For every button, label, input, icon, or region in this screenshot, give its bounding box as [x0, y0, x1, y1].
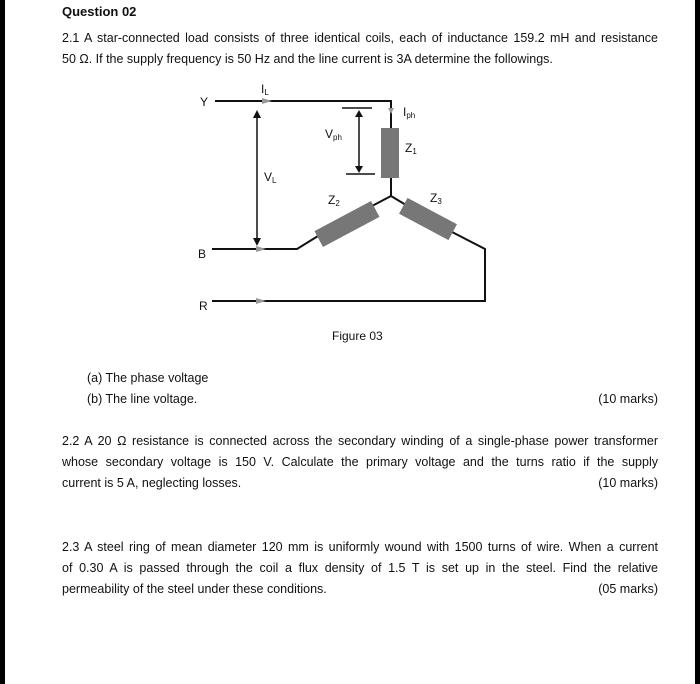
label-vph: Vph	[325, 127, 342, 142]
q22-marks: (10 marks)	[598, 476, 658, 490]
q23-line-1: 2.3 A steel ring of mean diameter 120 mm is uniformly wound with 1500 turns of wire. When a current	[62, 540, 658, 554]
coil-z3	[399, 198, 457, 240]
q21-line-1: 2.1 A star-connected load consists of three identical coils, each of inductance 159.2 mH and resistance	[62, 31, 658, 45]
label-z3: Z3	[430, 191, 442, 206]
coil-z2	[315, 201, 380, 247]
q21-marks: (10 marks)	[598, 392, 658, 406]
q23-line-3: permeability of the steel under these conditions.	[62, 582, 327, 596]
q21-line-2: 50 Ω. If the supply frequency is 50 Hz and the line current is 3A determine the followings.	[62, 52, 553, 66]
q23-marks: (05 marks)	[598, 582, 658, 596]
q22-line-1: 2.2 A 20 Ω resistance is connected across the secondary winding of a single-phase power transformer	[62, 434, 658, 448]
label-iph: Iph	[403, 105, 416, 120]
q22-line-3: current is 5 A, neglecting losses.	[62, 476, 242, 490]
label-b: B	[198, 247, 207, 261]
q21-part-a: (a) The phase voltage	[87, 371, 209, 385]
label-z2: Z2	[328, 193, 340, 208]
wire-r	[212, 232, 485, 301]
label-r: R	[199, 299, 208, 313]
wire-b	[212, 236, 318, 249]
coil-z1	[381, 128, 399, 178]
q21-part-b: (b) The line voltage.	[87, 392, 198, 406]
label-z1: Z1	[405, 141, 417, 156]
wire-y	[215, 101, 391, 128]
wire-node-z2	[372, 196, 391, 206]
label-vl: VL	[264, 170, 277, 185]
q23-line-2: of 0.30 A is passed through the coil a flux density of 1.5 T is set up in the steel. Find the relative	[62, 561, 658, 575]
label-il: IL	[261, 82, 269, 97]
wire-node-z3	[391, 196, 406, 205]
question-title: Question 02	[62, 4, 137, 19]
figure-caption: Figure 03	[332, 329, 383, 343]
label-y: Y	[200, 95, 209, 109]
q22-line-2: whose secondary voltage is 150 V. Calculate the primary voltage and the turns ratio if the supply	[62, 455, 658, 469]
